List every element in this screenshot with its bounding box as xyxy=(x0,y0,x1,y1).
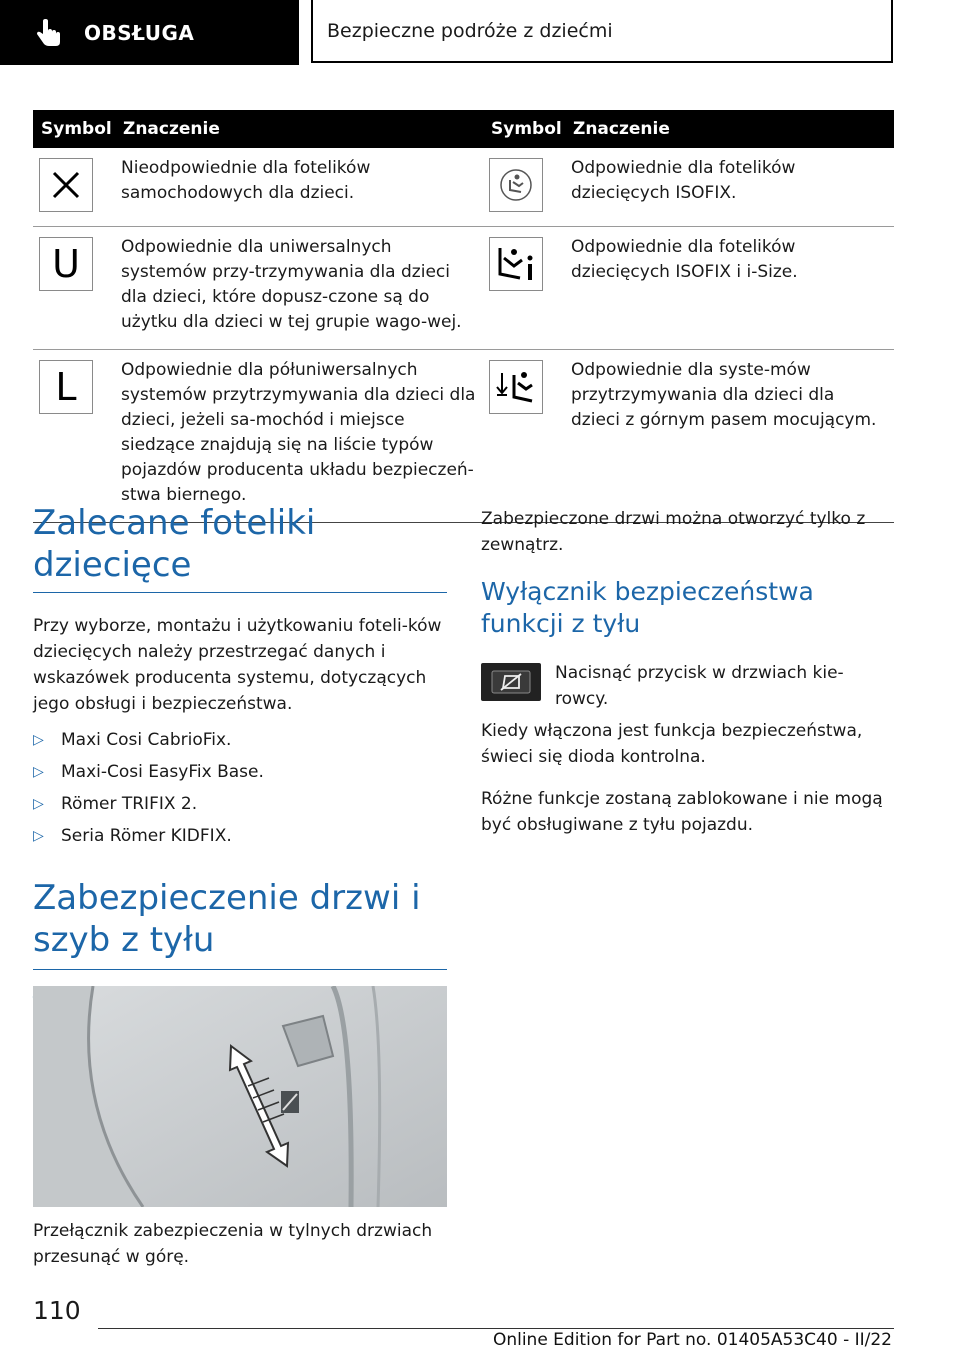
left-column xyxy=(33,502,447,1022)
table-row xyxy=(33,148,894,227)
heading-recommended-seats: Zalecane foteliki dziecięce xyxy=(33,503,316,585)
subheading-safety-switch: Wyłącznik bezpieczeństwa funkcji z tyłu xyxy=(481,577,814,638)
list-item: ▷ Maxi Cosi CabrioFix. xyxy=(33,727,447,753)
table-cell: Odpowiednie dla fotelików dziecięcych ISOFIX. xyxy=(565,148,894,227)
list-item: ▷ Römer TRIFIX 2. xyxy=(33,791,447,817)
table-cell: Odpowiednie dla syste-mów przytrzymywania dla dzieci dla dzieci z górnym pasem mocującym. xyxy=(565,350,894,523)
symbol-table xyxy=(33,110,894,523)
table-header: Znaczenie xyxy=(115,110,483,148)
triangle-bullet-icon: ▷ xyxy=(33,796,44,812)
window-lock-button-icon xyxy=(481,663,541,701)
page-number: 110 xyxy=(33,1296,81,1325)
section-tab xyxy=(0,0,299,65)
table-header: Symbol xyxy=(483,110,565,148)
table-row xyxy=(33,350,894,523)
top-tether-icon xyxy=(489,360,543,414)
list-item: ▷ Maxi-Cosi EasyFix Base. xyxy=(33,759,447,785)
table-cell: Odpowiednie dla uniwersalnych systemów przy-trzymywania dla dzieci dla dzieci, które dopusz-czone są do użytku dla dzieci w tej grupie wago-wej. xyxy=(115,227,483,350)
triangle-bullet-icon: ▷ xyxy=(33,764,44,780)
table-cell: Nieodpowiednie dla fotelików samochodowych dla dzieci. xyxy=(115,148,483,227)
universal-symbol: U xyxy=(39,237,93,291)
table-header: Znaczenie xyxy=(565,110,894,148)
table-cell: Odpowiednie dla półuniwersalnych systemów przytrzymywania dla dzieci dla dzieci, jeżeli sa-mochód i miejsce siedzące znajdują się na liście typów pojazdów producenta układu bezpieczeń-stwa biernego. xyxy=(115,350,483,523)
triangle-bullet-icon: ▷ xyxy=(33,732,44,748)
footer-rule xyxy=(98,1328,894,1329)
door-lock-illustration xyxy=(33,986,447,1207)
table-row xyxy=(33,227,894,350)
illustration-caption: Przełącznik zabezpieczenia w tylnych drzwiach przesunąć w górę. xyxy=(33,1221,433,1267)
blocked-functions-paragraph: Różne funkcje zostaną zablokowane i nie mogą być obsługiwane z tyłu pojazdu. xyxy=(481,789,883,835)
page-title: Bezpieczne podróże z dziećmi xyxy=(327,19,613,42)
illustration-caption-block xyxy=(33,1218,447,1270)
right-column xyxy=(481,506,893,838)
footer-edition: Online Edition for Part no. 01405A53C40 - II/22 xyxy=(492,1330,892,1350)
page-title-box xyxy=(311,0,893,63)
triangle-bullet-icon: ▷ xyxy=(33,828,44,844)
table-header: Symbol xyxy=(33,110,115,148)
intro-paragraph: Przy wyborze, montażu i użytkowaniu foteli-ków dziecięcych należy przestrzegać danych i wskazówek producenta systemu, dotyczących jego obsługi i bezpieczeństwa. xyxy=(33,616,442,714)
table-cell: Odpowiednie dla fotelików dziecięcych ISOFIX i i-Size. xyxy=(565,227,894,350)
isofix-seat-icon xyxy=(489,158,543,212)
heading-rule xyxy=(33,592,447,593)
heading-door-lock: Zabezpieczenie drzwi i szyb z tyłu xyxy=(33,878,421,960)
button-instruction-text: Nacisnąć przycisk w drzwiach kie-rowcy. xyxy=(555,663,844,709)
semi-universal-symbol: L xyxy=(39,360,93,414)
hand-pointer-icon xyxy=(34,17,66,49)
cross-icon xyxy=(39,158,93,212)
isofix-isize-icon xyxy=(489,237,543,291)
button-instruction xyxy=(481,660,893,712)
heading-rule xyxy=(33,969,447,970)
list-item: ▷ Seria Römer KIDFIX. xyxy=(33,823,447,849)
locked-door-paragraph: Zabezpieczone drzwi można otworzyć tylko z zewnątrz. xyxy=(481,509,866,555)
indicator-paragraph: Kiedy włączona jest funkcja bezpieczeństwa, świeci się dioda kontrolna. xyxy=(481,721,863,767)
section-label: OBSŁUGA xyxy=(84,20,195,45)
table-header-row xyxy=(33,110,894,148)
seat-list xyxy=(33,727,447,849)
